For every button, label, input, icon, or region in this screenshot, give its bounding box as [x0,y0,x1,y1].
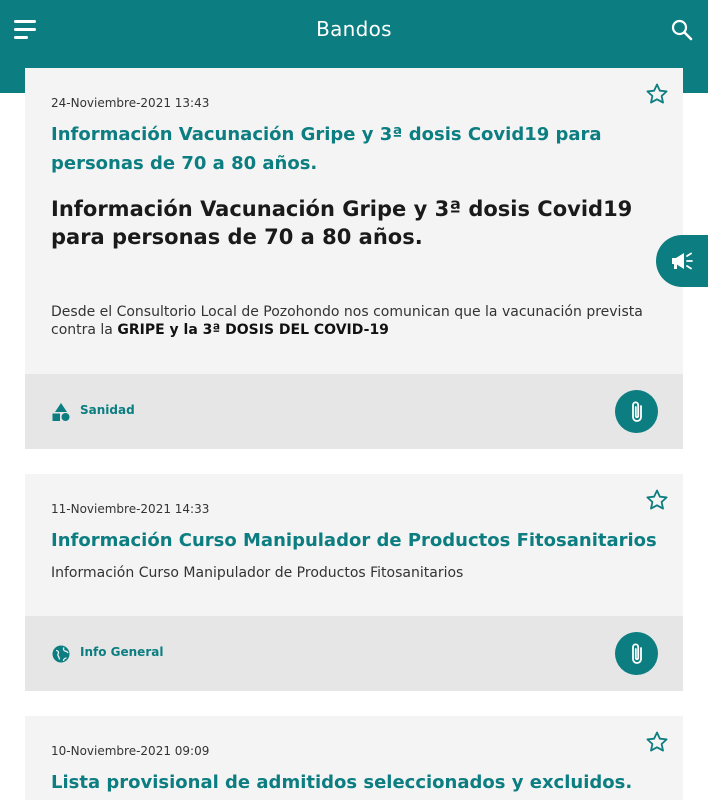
card-body-bold: GRIPE y la 3ª DOSIS DEL COVID-19 [117,322,389,338]
card-body [51,303,651,339]
search-icon[interactable] [671,19,693,41]
card-footer [25,616,683,691]
app-title: Bandos [316,17,392,41]
bando-card [25,716,683,800]
star-outline-icon[interactable] [645,488,669,512]
star-outline-icon[interactable] [645,82,669,106]
megaphone-icon [670,250,694,272]
card-date: 11-Noviembre-2021 14:33 [51,502,210,516]
card-footer [25,374,683,449]
shapes-icon [51,402,71,422]
card-date: 24-Noviembre-2021 13:43 [51,96,210,110]
card-title-link[interactable]: Lista provisional de admitidos seleccionados y excluidos. [51,772,633,793]
paperclip-icon [626,400,648,424]
category-label[interactable]: Sanidad [80,403,135,417]
bando-card [25,474,683,691]
attachment-button[interactable] [615,390,658,433]
paperclip-icon [626,642,648,666]
card-date: 10-Noviembre-2021 09:09 [51,744,210,758]
card-body: Información Curso Manipulador de Productos Fitosanitarios [51,565,464,581]
card-body-text: Desde el Consultorio Local de Pozohondo nos comunican que la vacunación prevista contra la [51,304,643,338]
card-heading: Información Vacunación Gripe y 3ª dosis Covid19 para personas de 70 a 80 años. [51,197,633,249]
card-title-link[interactable]: Información Curso Manipulador de Productos Fitosanitarios [51,530,657,551]
star-outline-icon[interactable] [645,730,669,754]
globe-icon [51,644,71,664]
attachment-button[interactable] [615,632,658,675]
announcements-tab[interactable] [656,235,708,287]
category-label[interactable]: Info General [80,645,164,659]
card-title-link[interactable]: Información Vacunación Gripe y 3ª dosis Covid19 para personas de 70 a 80 años. [51,124,602,174]
bando-card [25,68,683,449]
